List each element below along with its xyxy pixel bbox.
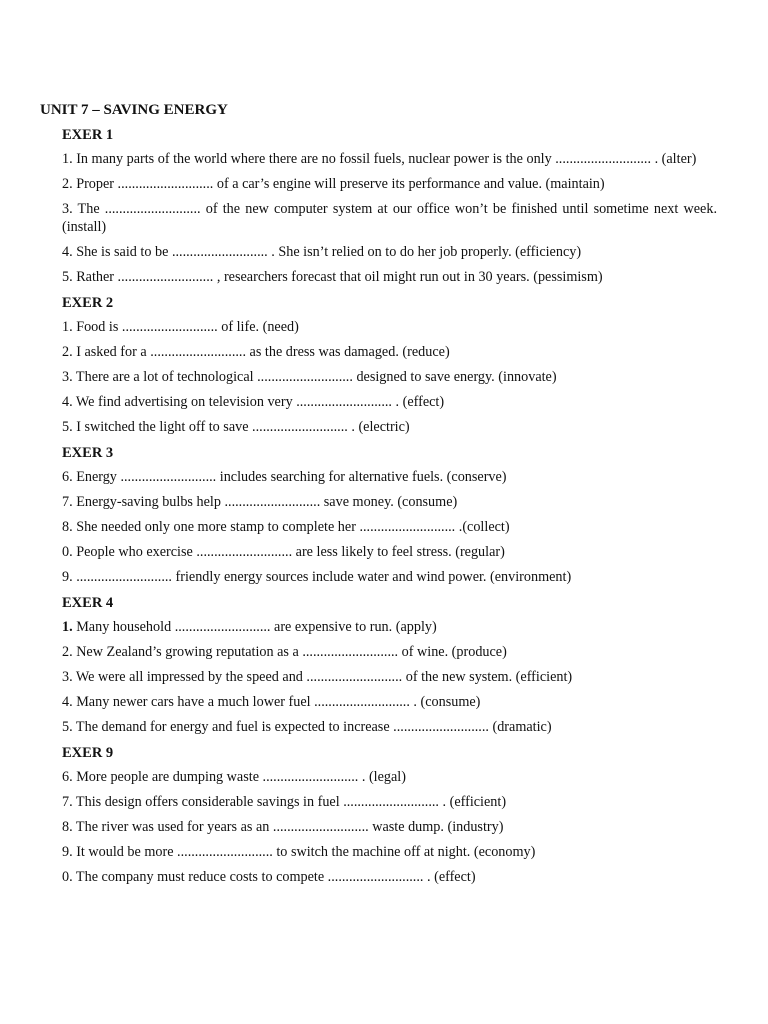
exercise-item: 4. We find advertising on television very ........................... . (effect) [62, 394, 445, 410]
item-text: Many household ........................... are expensive to run. (apply) [72, 619, 437, 635]
exercise-heading: EXER 9 [62, 745, 114, 761]
exercise-item: 1. Food is ........................... of life. (need) [62, 319, 299, 335]
exercise-item: 2. I asked for a ........................... as the dress was damaged. (reduce) [62, 344, 450, 360]
exercise-item: 6. Energy ........................... includes searching for alternative fuels. (conserve) [62, 469, 507, 485]
exercise-item: 0. The company must reduce costs to compete ........................... . (effect) [62, 869, 476, 885]
exercise-item: 5. The demand for energy and fuel is expected to increase ........................... (dramatic) [62, 719, 552, 735]
exercise-item: 4. She is said to be ........................... . She isn’t relied on to do her job properly. (efficiency) [62, 244, 582, 260]
exercise-heading: EXER 3 [62, 445, 114, 461]
exercise-item: 2. New Zealand’s growing reputation as a ........................... of wine. (produce) [62, 644, 507, 660]
exercise-section [62, 743, 717, 886]
exercise-section [62, 125, 717, 286]
exercise-item: 8. She needed only one more stamp to complete her ........................... .(collect) [62, 519, 510, 535]
exercise-item: 4. Many newer cars have a much lower fuel ........................... . (consume) [62, 694, 481, 710]
exercise-item: 9. ........................... friendly energy sources include water and wind power. (environment) [62, 569, 572, 585]
exercise-item: 3. There are a lot of technological ........................... designed to save energy. (innovate) [62, 369, 557, 385]
exercise-item: 3. The ........................... of the new computer system at our office won’t be finished until sometime next week. (install) [62, 201, 717, 235]
exercise-section [62, 443, 717, 586]
item-number: 1. [62, 619, 73, 635]
exercise-heading: EXER 1 [62, 127, 114, 143]
exercise-item: 9. It would be more ........................... to switch the machine off at night. (economy) [62, 844, 536, 860]
exercise-item: 7. This design offers considerable savings in fuel ........................... . (efficient) [62, 794, 507, 810]
exercise-item: 8. The river was used for years as an ........................... waste dump. (industry) [62, 819, 504, 835]
exercise-item: 5. I switched the light off to save ........................... . (electric) [62, 419, 410, 435]
exercise-item [62, 618, 717, 636]
exercise-item: 6. More people are dumping waste ........................... . (legal) [62, 769, 406, 785]
exercise-section [62, 593, 717, 736]
exercise-heading: EXER 2 [62, 295, 114, 311]
exercise-section [62, 293, 717, 436]
exercise-item: 2. Proper ........................... of a car’s engine will preserve its performance and value. (maintain) [62, 176, 605, 192]
exercise-item: 0. People who exercise ........................... are less likely to feel stress. (regular) [62, 544, 505, 560]
exercise-item: 3. We were all impressed by the speed and ........................... of the new system. (efficient) [62, 669, 573, 685]
exercise-heading: EXER 4 [62, 595, 114, 611]
exercise-content [62, 125, 717, 893]
exercise-item: 1. In many parts of the world where there are no fossil fuels, nuclear power is the only ........................... . (alter) [62, 151, 697, 167]
page-title: UNIT 7 – SAVING ENERGY [40, 102, 228, 118]
exercise-item: 7. Energy-saving bulbs help ........................... save money. (consume) [62, 494, 458, 510]
exercise-item: 5. Rather ........................... , researchers forecast that oil might run out in 30 years. (pessimism) [62, 269, 603, 285]
